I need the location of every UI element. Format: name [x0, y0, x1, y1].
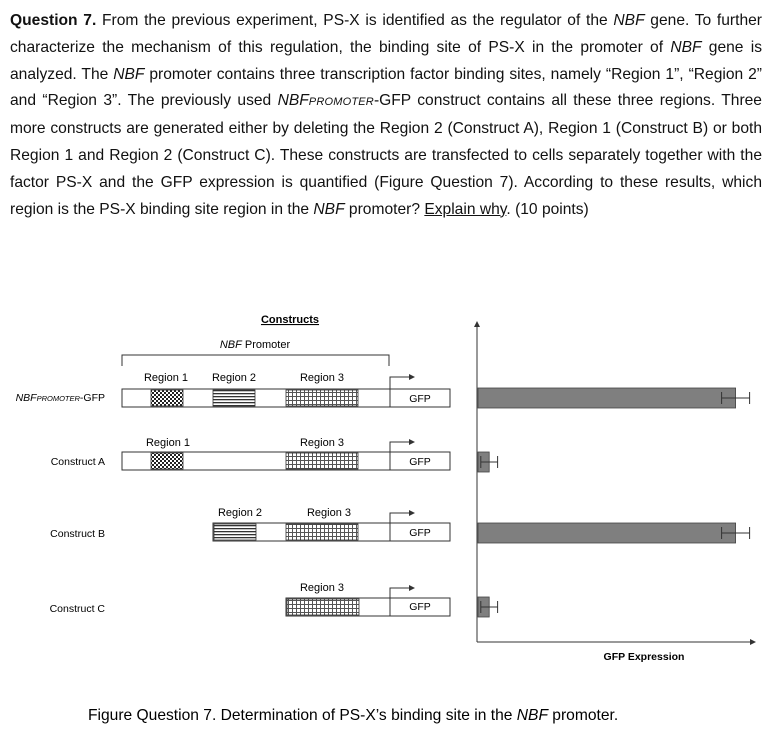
region3-block — [287, 599, 359, 615]
tss-arrow-icon — [390, 442, 414, 452]
question-segment: . (10 points) — [506, 200, 589, 218]
promoter-bracket — [122, 355, 389, 366]
question-segment: From the previous experiment, PS-X is identified as the regulator of the — [96, 12, 614, 29]
promoter-label: NBF Promoter — [219, 339, 291, 351]
region3-label: Region 3 — [306, 507, 352, 519]
row-label-c: Construct C — [49, 603, 105, 615]
question-segment: promoter? — [344, 200, 425, 218]
row-label-a: Construct A — [50, 456, 105, 468]
region2-label: Region 2 — [211, 372, 257, 384]
gfp-label: GFP — [409, 601, 431, 613]
figure-caption: Figure Question 7. Determination of PS-X’s binding site in the NBF promoter. — [88, 707, 619, 724]
question-segment: gene. To further characterize the mechanism of this regulation, the binding site of PS-X in the promoter of — [10, 12, 762, 56]
figure-header: Constructs — [260, 314, 320, 326]
row-label-full: NBFPROMOTER-GFP — [15, 392, 105, 404]
bar-2 — [478, 523, 736, 543]
gene-name: NBF — [113, 65, 145, 83]
region1-block — [151, 453, 183, 469]
gfp-label: GFP — [409, 393, 431, 405]
question-segment: gene is analyzed. The — [10, 38, 762, 83]
explain-why: Explain why — [424, 200, 507, 218]
row-label-b: Construct B — [50, 528, 105, 540]
construct-name: NBFPROMOTER — [277, 92, 374, 110]
question-segment: -GFP construct contains all these three regions. Three more constructs are generated either by deleting the Region 2 (Construct A), Region 1 (Construct B) or both Region 1 and Region 2 (Construct C). These constructs are transfected to cells separately together with the factor PS-X and the GFP expression is quantified (Figure Question 7). According to these results, which region is the PS-X binding site region in the — [10, 92, 762, 218]
region3-block — [286, 524, 358, 540]
region3-block — [286, 453, 358, 469]
bar-0 — [478, 388, 736, 408]
region1-label: Region 1 — [145, 437, 191, 449]
region2-block — [213, 390, 255, 406]
region3-label: Region 3 — [299, 437, 345, 449]
region3-label: Region 3 — [299, 372, 345, 384]
tss-arrow-icon — [390, 513, 414, 523]
gene-name: NBF — [613, 12, 645, 29]
region3-label: Region 3 — [299, 582, 345, 594]
x-axis-label: GFP Expression — [603, 651, 685, 663]
gfp-label: GFP — [409, 456, 431, 468]
tss-arrow-icon — [390, 377, 414, 389]
region2-block — [214, 524, 256, 540]
bar-series — [478, 388, 750, 617]
gfp-label: GFP — [409, 527, 431, 539]
gene-name: NBF — [670, 38, 702, 56]
question-title: Question 7. — [10, 12, 97, 29]
region3-block — [286, 390, 358, 406]
question-segment: promoter contains three transcription factor binding sites, namely “Region 1”, “Region 2” and “Region 3”. The previously used — [10, 65, 762, 110]
tss-arrow-icon — [390, 588, 414, 598]
gene-name: NBF — [313, 200, 345, 218]
region1-label: Region 1 — [143, 372, 189, 384]
region2-label: Region 2 — [217, 507, 263, 519]
region1-block — [151, 390, 183, 406]
